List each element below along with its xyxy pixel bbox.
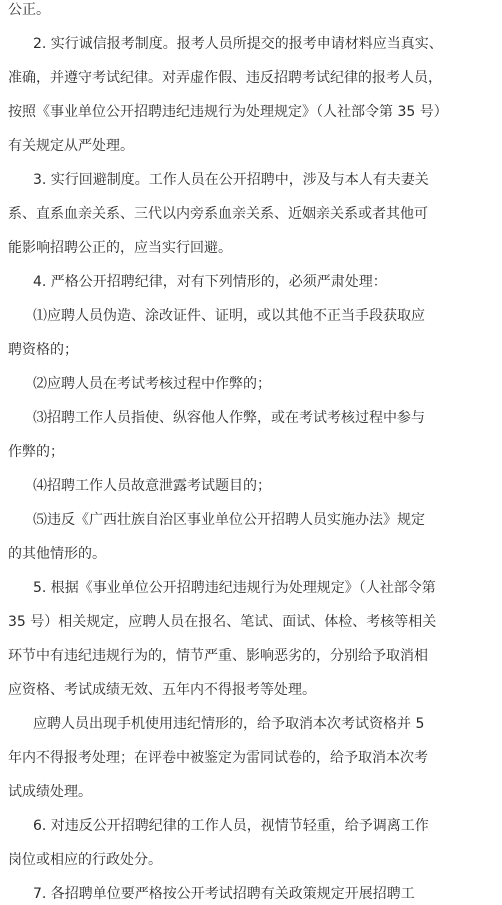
text-line: 7. 各招聘单位要严格按公开考试招聘有关政策规定开展招聘工 <box>33 886 415 902</box>
text-line: 应资格、考试成绩无效、五年内不得报考等处理。 <box>8 682 316 698</box>
text-line: 能影响招聘公正的，应当实行回避。 <box>8 240 232 256</box>
text-line: ⑴应聘人员伪造、涂改证件、证明，或以其他不正当手段获取应 <box>33 308 425 324</box>
text-line: 系、直系血亲关系、三代以内旁系血亲关系、近姻亲关系或者其他可 <box>8 206 428 222</box>
text-line: 按照《事业单位公开招聘违纪违规行为处理规定》（人社部令第 35 号） <box>8 104 448 120</box>
text-line: 4. 严格公开招聘纪律，对有下列情形的，必须严肃处理： <box>33 274 387 290</box>
text-line: 2. 实行诚信报考制度。报考人员所提交的报考申请材料应当真实、 <box>33 36 443 52</box>
text-line: 试成绩处理。 <box>8 784 92 800</box>
text-line: 6. 对违反公开招聘纪律的工作人员，视情节轻重，给予调离工作 <box>33 818 429 834</box>
text-line: 岗位或相应的行政处分。 <box>8 852 162 868</box>
text-line: ⑸违反《广西壮族自治区事业单位公开招聘人员实施办法》规定 <box>33 512 425 528</box>
text-line: ⑷招聘工作人员故意泄露考试题目的； <box>33 478 271 494</box>
text-line: 公正。 <box>8 2 50 18</box>
text-line: 应聘人员出现手机使用违纪情形的，给予取消本次考试资格并 5 <box>33 716 425 732</box>
text-line: 作弊的； <box>8 444 64 460</box>
text-line: 的其他情形的。 <box>8 546 106 562</box>
text-line: 年内不得报考处理；在评卷中被鉴定为雷同试卷的，给予取消本次考 <box>8 750 428 766</box>
text-line: ⑵应聘人员在考试考核过程中作弊的； <box>33 376 271 392</box>
text-line: 有关规定从严处理。 <box>8 138 134 154</box>
text-line: 聘资格的； <box>8 342 78 358</box>
text-line: 35 号）相关规定，应聘人员在报名、笔试、面试、体检、考核等相关 <box>8 614 437 630</box>
text-line: 3. 实行回避制度。工作人员在公开招聘中，涉及与本人有夫妻关 <box>33 172 429 188</box>
text-line: 准确，并遵守考试纪律。对弄虚作假、违反招聘考试纪律的报考人员， <box>8 70 442 86</box>
text-line: ⑶招聘工作人员指使、纵容他人作弊，或在考试考核过程中参与 <box>33 410 425 426</box>
text-line: 5. 根据《事业单位公开招聘违纪违规行为处理规定》（人社部令第 <box>33 580 436 596</box>
text-line: 环节中有违纪违规行为的，情节严重、影响恶劣的，分别给予取消相 <box>8 648 428 664</box>
